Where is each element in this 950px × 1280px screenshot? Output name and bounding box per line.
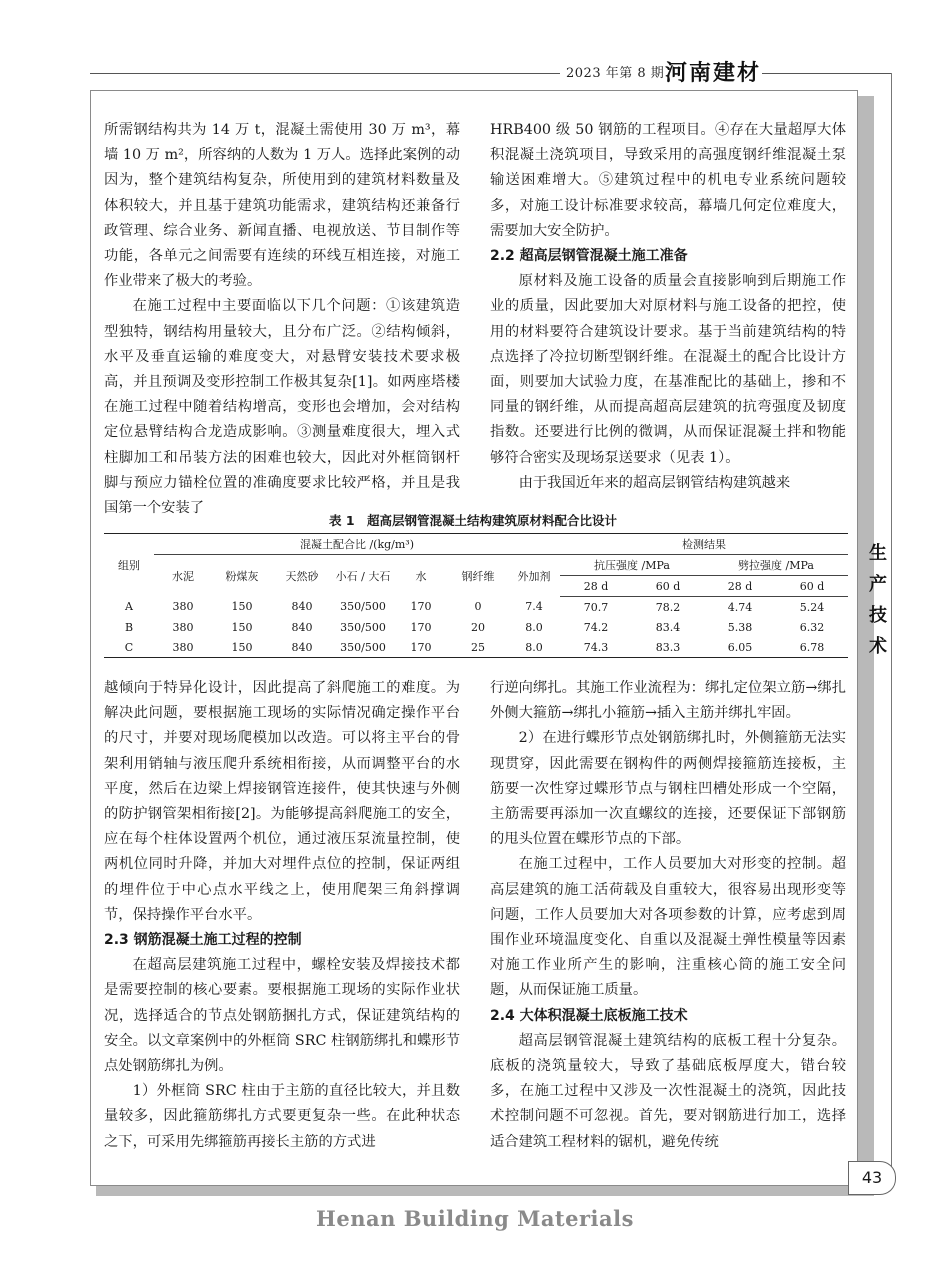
- column-right-bottom: [490, 676, 846, 1155]
- age-28d: 28 d: [560, 576, 632, 597]
- paragraph: 由于我国近年来的超高层钢管结构建筑越来: [518, 474, 791, 491]
- mix-ratio-table: [104, 533, 848, 658]
- split-strength-header: 劈拉强度 /MPa: [704, 555, 848, 576]
- paragraph: HRB400 级 50 钢筋的工程项目。④存在大量超厚大体积混凝土浇筑项目，导致采用的高强度钢纤维混凝土泵输送困难增大。⑤建筑过程中的机电专业系统问题较多，对施工设计标准要求较高，幕墙几何定位难度大，需要加大安全防护。: [490, 122, 846, 239]
- age-60d: 60 d: [776, 576, 848, 597]
- table-cell: 840: [291, 620, 313, 634]
- compressive-strength-header: 抗压强度 /MPa: [560, 555, 704, 576]
- table-cell: 840: [272, 637, 332, 658]
- table-cell: 170: [410, 620, 432, 634]
- col-sand: 天然砂: [285, 569, 319, 583]
- paragraph: 在施工过程中，工作人员要加大对形变的控制。超高层建筑的施工活荷载及自重较大，很容易出现形变等问题，工作人员要加大对各项参数的计算，应考虑到周围作业环境温度变化、自重以及混凝土弹性模量等因素对施工作业所产生的影响，注重核心筒的施工安全问题，从而保证施工质量。: [490, 856, 846, 999]
- footer-journal-name: Henan Building Materials: [316, 1206, 634, 1231]
- paragraph: 在超高层建筑施工过程中，螺栓安装及焊接技术都是需要控制的核心要素。要根据施工现场的实际作业状况，选择适合的节点处钢筋捆扎方式，保证建筑结构的安全。以文章案例中的外框筒 SRC 柱钢筋绑扎和蝶形节点处钢筋绑扎为例。: [104, 957, 460, 1075]
- age-28d: 28 d: [704, 576, 776, 597]
- table-row: [104, 597, 848, 618]
- table-cell: 350/500: [332, 637, 394, 658]
- table-cell: 83.4: [655, 620, 681, 634]
- table-cell: 20: [471, 620, 485, 634]
- paragraph: 1）外框筒 SRC 柱由于主筋的直径比较大，并且数量较多，因此箍筋绑扎方式要更复杂一些。在此种状态之下，可采用先绑箍筋再接长主筋的方式进: [104, 1083, 460, 1150]
- section-heading-2-2: 2.2 超高层钢管混凝土施工准备: [490, 248, 688, 265]
- table-row: [104, 637, 848, 658]
- table-cell: 150: [212, 637, 272, 658]
- header-rule-right: [762, 73, 892, 74]
- col-admixture: 外加剂: [517, 569, 551, 583]
- table-cell: 150: [231, 600, 253, 614]
- section-side-tab: 生产技术: [869, 543, 887, 657]
- paragraph: 在施工过程中主要面临以下几个问题：①该建筑造型独特，钢结构用量较大，且分布广泛。②结构倾斜，水平及垂直运输的难度变大，对悬臂安装技术要求极高，并且预调及变形控制工作极其复杂[1]。如两座塔楼在施工过程中随着结构增高，变形也会增加，会对结构定位悬臂结构合龙造成影响。③测量难度很大，埋入式柱脚加工和吊装方法的困难也较大，因此对外框筒钢杆脚与预应力锚栓位置的准确度要求比较严格，并且是我国第一个安装了: [104, 298, 460, 517]
- column-left-top: [104, 118, 460, 521]
- paragraph: 行逆向绑扎。其施工作业流程为：绑扎定位架立筋→绑扎外侧大箍筋→绑扎小箍筋→插入主筋并绑扎牢固。: [490, 680, 846, 722]
- age-60d: 60 d: [632, 576, 704, 597]
- paragraph: 所需钢结构共为 14 万 t，混凝土需使用 30 万 m³，幕墙 10 万 m²，所容纳的人数为 1 万人。选择此案例的动因为，整个建筑结构复杂，所使用到的建筑材料数量及体积较大，并且基于建筑功能需求，建筑结构还兼备行政管理、综合业务、新闻直播、电视放送、节目制作等功能，各单元之间需要有连续的环线互相连接，对施工作业带来了极大的考验。: [104, 122, 460, 290]
- table-cell: 25: [448, 637, 508, 658]
- table-cell: 7.4: [525, 600, 543, 614]
- table-cell: 5.38: [727, 620, 753, 634]
- table-cell: 350/500: [340, 620, 386, 634]
- mix-group-header: 混凝土配合比 /(kg/m³): [154, 534, 560, 555]
- table-cell: 150: [231, 620, 253, 634]
- group-header: 组别: [104, 534, 154, 597]
- col-aggregate: 小石 / 大石: [335, 569, 391, 583]
- table-cell: 6.05: [704, 637, 776, 658]
- table-cell: 4.74: [727, 600, 753, 614]
- table-cell: C: [104, 637, 154, 658]
- test-group-header: 检测结果: [560, 534, 848, 555]
- table-cell: 78.2: [655, 600, 681, 614]
- column-right-top: [490, 118, 846, 496]
- col-steel-fiber: 钢纤维: [461, 569, 495, 583]
- section-heading-2-3: 2.3 钢筋混凝土施工过程的控制: [104, 932, 302, 949]
- col-fly-ash: 粉煤灰: [225, 569, 259, 583]
- table-cell: 74.2: [583, 620, 609, 634]
- table-cell: 350/500: [340, 600, 386, 614]
- table-cell: 170: [410, 600, 432, 614]
- table-cell: 6.32: [799, 620, 825, 634]
- column-left-bottom: [104, 676, 460, 1155]
- table-cell: 8.0: [525, 620, 543, 634]
- paragraph: 原材料及施工设备的质量会直接影响到后期施工作业的质量，因此要加大对原材料与施工设备的把控，使用的材料要符合建筑设计要求。基于当前建筑结构的特点选择了冷拉切断型钢纤维。在混凝土的配合比设计方面，则要加大试验力度，在基准配比的基础上，掺和不同量的钢纤维，从而提高超高层建筑的抗弯强度及韧度指数。还要进行比例的微调，从而保证混凝土拌和物能够符合密实及现场泵送要求（见表 1）。: [490, 273, 846, 466]
- section-heading-2-4: 2.4 大体积混凝土底板施工技术: [490, 1007, 688, 1024]
- journal-title: 河南建材: [665, 60, 762, 86]
- table-cell: 380: [172, 620, 194, 634]
- paragraph: 超高层钢管混凝土建筑结构的底板工程十分复杂。底板的浇筑量较大，导致了基础底板厚度大，错台较多，在施工过程中又涉及一次性混凝土的浇筑，因此技术控制问题不可忽视。首先，要对钢筋进行加工，选择适合建筑工程材料的锯机，避免传统: [490, 1032, 846, 1150]
- paragraph: 2）在进行蝶形节点处钢筋绑扎时，外侧箍筋无法实现贯穿，因此需要在钢构件的两侧焊接箍筋连接板，主筋要一次性穿过蝶形节点与钢柱凹槽处形成一个空隔，主筋需要再添加一次直螺纹的连接，还要保证下部钢筋的甩头位置在蝶形节点的下部。: [490, 730, 846, 848]
- table-cell: 380: [172, 600, 194, 614]
- table-cell: 74.3: [560, 637, 632, 658]
- table-cell: 840: [291, 600, 313, 614]
- issue-label: 2023 年第 8 期: [566, 66, 665, 81]
- table-cell: A: [125, 600, 133, 614]
- table-cell: 70.7: [583, 600, 609, 614]
- table-cell: 8.0: [508, 637, 560, 658]
- table-cell: 83.3: [632, 637, 704, 658]
- page-number: 43: [848, 1161, 896, 1195]
- table-cell: B: [124, 620, 134, 634]
- table-row: [104, 617, 848, 637]
- table-cell: 170: [394, 637, 448, 658]
- table-cell: 6.78: [776, 637, 848, 658]
- table-cell: 0: [474, 600, 482, 614]
- paragraph: 越倾向于特异化设计，因此提高了斜爬施工的难度。为解决此问题，要根据施工现场的实际情况确定操作平台的尺寸，并要对现场爬模加以改造。可以将主平台的骨架利用销轴与液压爬升系统相衔接，从而调整平台的水平度，然后在边梁上焊接钢管连接件，使其快速与外侧的防护钢管架相衔接[2]。为能够提高斜爬施工的安全，应在每个柱体设置两个机位，通过液压泵流量控制，使两机位同时升降，并加大对埋件点位的控制，保证两组的埋件位于中心点水平线之上，使用爬架三角斜撑调节，保持操作平台水平。: [104, 680, 460, 923]
- col-water: 水: [415, 569, 427, 583]
- table-caption: 表 1 超高层钢管混凝土结构建筑原材料配合比设计: [328, 513, 618, 528]
- col-cement: 水泥: [172, 569, 194, 583]
- table-cell: 380: [154, 637, 212, 658]
- table-cell: 5.24: [799, 600, 825, 614]
- header-rule-left: [90, 73, 560, 74]
